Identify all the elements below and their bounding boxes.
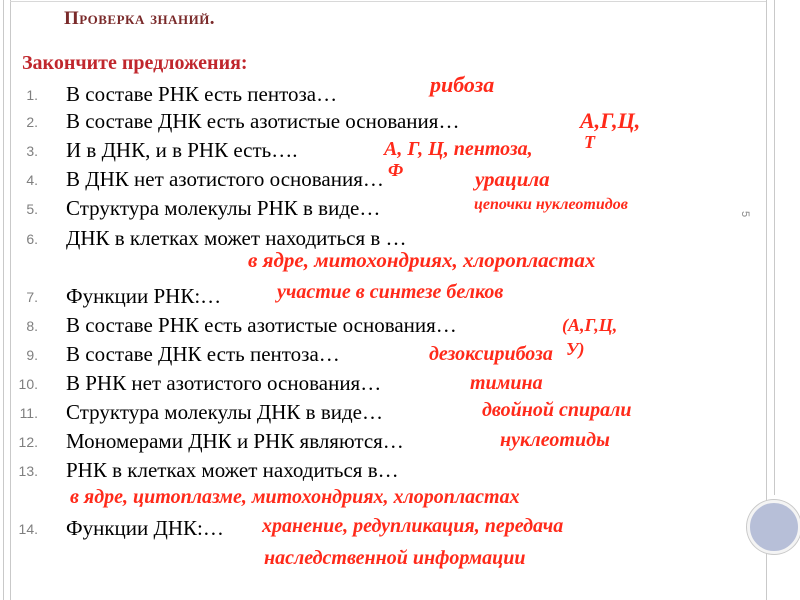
answer-1: рибоза xyxy=(430,72,495,97)
item-number: 13. xyxy=(18,463,38,479)
slide-title: Проверка знаний. xyxy=(64,8,216,29)
item-text: ДНК в клетках может находиться в … xyxy=(66,226,407,250)
answer-2-line2: Т xyxy=(584,132,595,152)
item-number: 7. xyxy=(26,289,38,305)
item-number: 11. xyxy=(19,405,38,421)
item-text: В составе РНК есть азотистые основания… xyxy=(66,313,457,337)
item-text: Мономерами ДНК и РНК являются… xyxy=(66,429,404,453)
answer-4: урацила xyxy=(475,167,550,191)
item-text: Функции РНК:… xyxy=(66,284,222,308)
answer-5: цепочки нуклеотидов xyxy=(474,196,628,213)
item-text: И в ДНК, и в РНК есть…. xyxy=(66,138,298,162)
answer-2-line1: А,Г,Ц, xyxy=(580,108,641,133)
item-text: Структура молекулы ДНК в виде… xyxy=(66,400,383,424)
decorative-circle xyxy=(747,500,800,554)
answer-12: нуклеотиды xyxy=(500,429,610,451)
answer-14-line1: хранение, редупликация, передача xyxy=(262,515,564,537)
answer-3-line2: Ф xyxy=(388,160,404,180)
item-number: 5. xyxy=(26,201,38,217)
item-text: РНК в клетках может находиться в… xyxy=(66,458,399,482)
page-number: 5 xyxy=(739,210,752,218)
item-number: 1. xyxy=(26,87,38,103)
item-number: 9. xyxy=(26,347,38,363)
answer-10: тимина xyxy=(470,372,543,394)
item-number: 6. xyxy=(26,231,38,247)
item-text: В составе ДНК есть азотистые основания… xyxy=(66,109,460,133)
answer-13: в ядре, цитоплазме, митохондриях, хлоропластах xyxy=(70,486,520,508)
top-border-line xyxy=(10,1,766,2)
item-text: В ДНК нет азотистого основания… xyxy=(66,167,384,191)
item-number: 12. xyxy=(18,434,38,450)
item-text: Структура молекулы РНК в виде… xyxy=(66,196,381,220)
item-number: 4. xyxy=(26,172,38,188)
item-number: 3. xyxy=(26,143,38,159)
answer-3-line1: А, Г, Ц, пентоза, xyxy=(384,138,533,160)
answer-7: участие в синтезе белков xyxy=(277,281,504,303)
item-number: 8. xyxy=(26,318,38,334)
item-number: 2. xyxy=(26,114,38,130)
item-number: 10. xyxy=(18,376,38,392)
answer-8-line1: (А,Г,Ц, xyxy=(562,315,618,335)
item-text: В РНК нет азотистого основания… xyxy=(66,371,382,395)
instruction-heading: Закончите предложения: xyxy=(22,52,248,74)
answer-14-line2: наследственной информации xyxy=(264,547,526,569)
answer-9: дезоксирибоза xyxy=(429,343,553,365)
item-number: 14. xyxy=(18,521,38,537)
item-text: Функции ДНК:… xyxy=(66,516,224,540)
answer-11: двойной спирали xyxy=(482,399,632,421)
item-text: В составе ДНК есть пентоза… xyxy=(66,342,340,366)
item-text: В составе РНК есть пентоза… xyxy=(66,82,338,106)
answer-8-line2: У) xyxy=(566,339,585,359)
answer-6: в ядре, митохондриях, хлоропластах xyxy=(248,248,596,272)
